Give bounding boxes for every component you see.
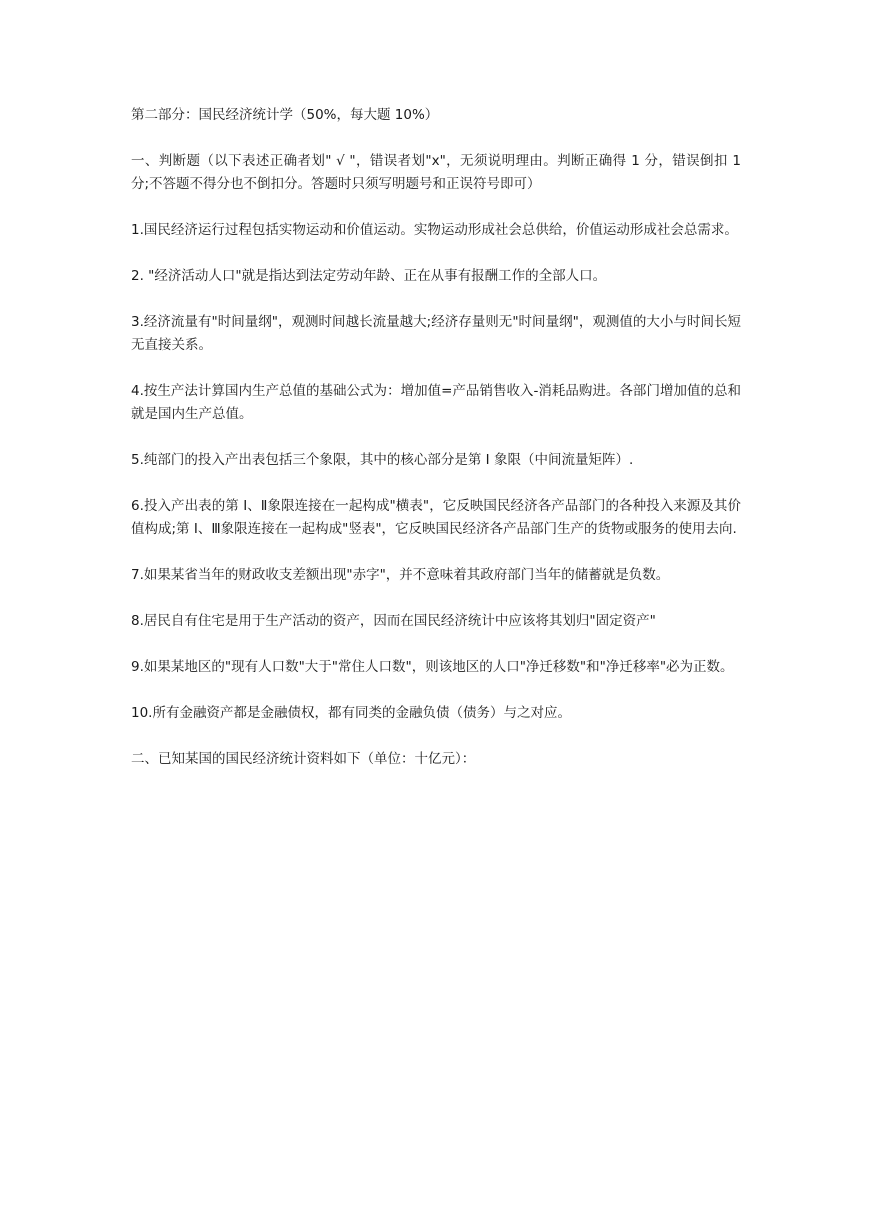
- part-title: 第二部分：国民经济统计学（50%，每大题 10%）: [131, 107, 439, 123]
- question-10: 10.所有金融资产都是金融债权，都有同类的金融负债（债务）与之对应。: [131, 705, 571, 721]
- section1-instructions: 一、判断题（以下表述正确者划" √ "，错误者划"x"，无须说明理由。判断正确得 1 分，错误倒扣 1 分;不答题不得分也不倒扣分。答题时只须写明题号和正误符号即可）: [131, 153, 741, 192]
- question-5: 5.纯部门的投入产出表包括三个象限，其中的核心部分是第 I 象限（中间流量矩阵）.: [131, 452, 634, 468]
- question-9: 9.如果某地区的"现有人口数"大于"常住人口数"，则该地区的人口"净迁移数"和"净迁移率"必为正数。: [131, 659, 734, 675]
- question-8: 8.居民自有住宅是用于生产活动的资产，因而在国民经济统计中应该将其划归"固定资产": [131, 613, 656, 629]
- question-2: 2. "经济活动人口"就是指达到法定劳动年龄、正在从事有报酬工作的全部人口。: [131, 268, 607, 284]
- question-7: 7.如果某省当年的财政收支差额出现"赤字"，并不意味着其政府部门当年的储蓄就是负数。: [131, 567, 670, 583]
- question-1: 1.国民经济运行过程包括实物运动和价值运动。实物运动形成社会总供给，价值运动形成社会总需求。: [131, 222, 738, 238]
- question-6: 6.投入产出表的第 I、Ⅱ象限连接在一起构成"横表"，它反映国民经济各产品部门的各种投入来源及其价值构成;第 I、Ⅲ象限连接在一起构成"竖表"，它反映国民经济各产品部门生产的货物或服务的使用去向.: [131, 498, 741, 537]
- section2-title: 二、已知某国的国民经济统计资料如下（单位：十亿元）：: [131, 751, 476, 767]
- question-3: 3.经济流量有"时间量纲"，观测时间越长流量越大;经济存量则无"时间量纲"，观测值的大小与时间长短无直接关系。: [131, 314, 741, 353]
- document-body: [131, 104, 741, 794]
- question-4: 4.按生产法计算国内生产总值的基础公式为：增加值=产品销售收入-消耗品购进。各部门增加值的总和就是国内生产总值。: [131, 383, 741, 422]
